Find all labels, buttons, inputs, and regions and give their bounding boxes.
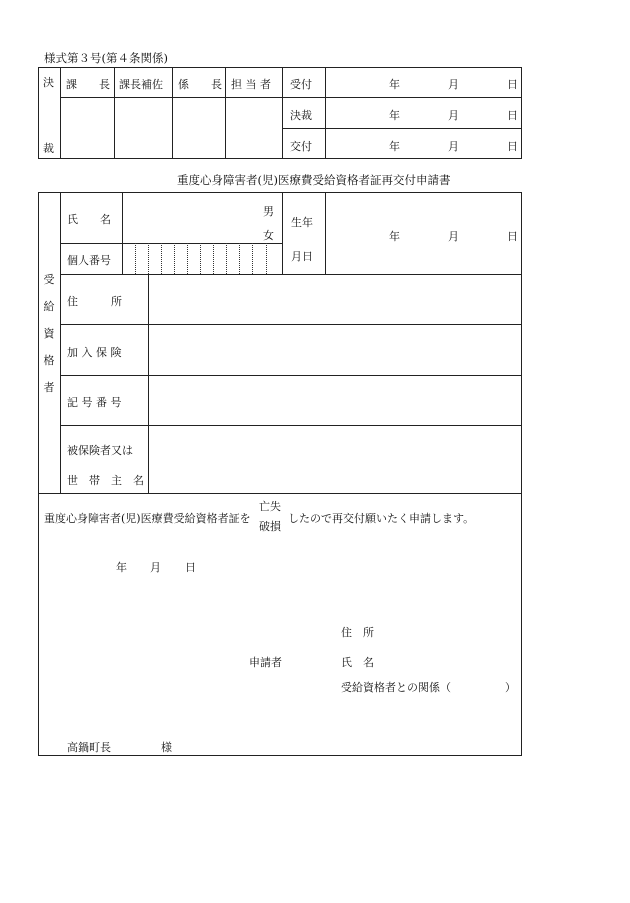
issued-day: 日	[507, 140, 518, 153]
role-group-chief: 係 長	[178, 78, 222, 91]
row-received-label: 受付	[290, 78, 312, 91]
option-damaged[interactable]: 破損	[259, 520, 281, 533]
application-day: 日	[185, 561, 196, 574]
birth-year: 年	[389, 230, 400, 243]
decided-month: 月	[448, 109, 459, 122]
received-month: 月	[448, 78, 459, 91]
relation-label: 受給資格者との関係（	[341, 681, 451, 694]
received-day: 日	[507, 78, 518, 91]
birth-label-2: 月日	[291, 250, 313, 263]
birth-month: 月	[448, 230, 459, 243]
approval-side-top: 決	[43, 76, 54, 89]
gender-female[interactable]: 女	[263, 229, 274, 242]
birth-label-1: 生年	[291, 216, 313, 229]
personal-number-label: 個人番号	[67, 254, 111, 267]
recipient-side-label: 受 給 資 格 者	[43, 273, 55, 394]
applicant-name-label: 氏 名	[341, 656, 374, 669]
applicant-address-label: 住 所	[341, 626, 374, 639]
issued-year: 年	[389, 140, 400, 153]
decided-day: 日	[507, 109, 518, 122]
option-lost[interactable]: 亡失	[259, 500, 281, 513]
decided-year: 年	[389, 109, 400, 122]
relation-close: ）	[505, 681, 516, 694]
name-label: 氏 名	[67, 213, 111, 226]
form-number: 様式第３号(第４条関係)	[44, 51, 168, 65]
approval-side-bottom: 裁	[43, 142, 54, 155]
row-issued-label: 交付	[290, 140, 312, 153]
insurance-label: 加 入 保 険	[67, 346, 122, 359]
insured-label-2: 世 帯 主 名	[67, 474, 144, 487]
symbol-number-field[interactable]	[149, 376, 521, 424]
form-title: 重度心身障害者(児)医療費受給資格者証再交付申請書	[177, 173, 451, 187]
address-label: 住 所	[67, 295, 122, 308]
symbol-number-label: 記 号 番 号	[67, 396, 122, 409]
name-field[interactable]	[123, 194, 281, 242]
insurance-field[interactable]	[149, 325, 521, 374]
insured-label-1: 被保険者又は	[67, 444, 133, 457]
application-month: 月	[150, 561, 161, 574]
insured-name-field[interactable]	[149, 426, 521, 492]
applicant-label: 申請者	[249, 656, 282, 669]
gender-male[interactable]: 男	[263, 205, 274, 218]
statement-suffix: したので再交付願いたく申請します。	[288, 512, 475, 525]
application-year: 年	[116, 561, 127, 574]
honorific: 様	[161, 741, 172, 754]
birth-day: 日	[507, 230, 518, 243]
statement-prefix: 重度心身障害者(児)医療費受給資格者証を	[44, 512, 251, 525]
address-field[interactable]	[149, 275, 521, 323]
role-person-in-charge: 担 当 者	[231, 78, 271, 91]
role-deputy-chief: 課長補佐	[119, 78, 163, 91]
role-section-chief: 課 長	[66, 78, 110, 91]
mayor-label: 高鍋町長	[67, 741, 111, 754]
personal-number-field[interactable]	[123, 244, 281, 273]
row-decided-label: 決裁	[290, 109, 312, 122]
received-year: 年	[389, 78, 400, 91]
issued-month: 月	[448, 140, 459, 153]
